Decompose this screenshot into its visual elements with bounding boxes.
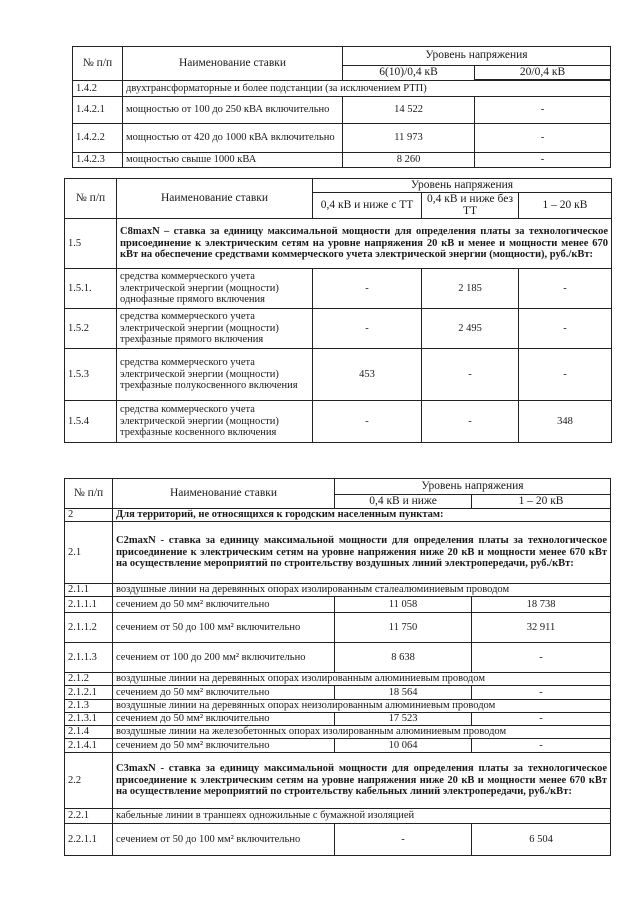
- header-voltage-level: Уровень напряжения: [313, 179, 612, 193]
- row-value-b: 32 911: [472, 613, 611, 643]
- row-number: 2.2.1: [65, 809, 113, 824]
- row-name: сечением от 50 до 100 мм² включительно: [113, 613, 335, 643]
- tariff-table-2: [64, 178, 612, 443]
- row-value-b: -: [472, 643, 611, 673]
- row-number: 2.2.1.1: [65, 824, 113, 856]
- row-name: C2maxN - ставка за единицу максимальной мощности для определения платы за технологическое присоединение к электрическим сетям на уровне напряжения ниже 20 кВ и мощности менее 670 кВт на осуществление мероприятий по строительству воздушных линий электропередачи, руб./кВт:: [113, 522, 611, 584]
- table-row: [65, 509, 611, 522]
- row-value-c: -: [519, 309, 612, 349]
- row-value-a: -: [313, 401, 422, 443]
- row-value-a: -: [313, 269, 422, 309]
- row-number: 2: [65, 509, 113, 522]
- header-number: № п/п: [73, 47, 123, 81]
- row-value-a: 14 522: [343, 97, 475, 124]
- row-value-b: -: [475, 97, 611, 124]
- table-row: [65, 726, 611, 739]
- row-value-a: 8 260: [343, 153, 475, 168]
- header-number: № п/п: [65, 179, 117, 219]
- row-value-a: -: [335, 824, 472, 856]
- row-name: воздушные линии на деревянных опорах изолированным алюминиевым проводом: [113, 673, 611, 686]
- tariff-table-3: [64, 478, 611, 856]
- table-row: [65, 309, 612, 349]
- row-name: воздушные линии на железобетонных опорах изолированным алюминиевым проводом: [113, 726, 611, 739]
- row-number: 2.1.1.2: [65, 613, 113, 643]
- row-value-b: -: [475, 124, 611, 153]
- row-number: 2.1.3: [65, 700, 113, 713]
- table-row: [65, 824, 611, 856]
- table-row: [65, 584, 611, 597]
- row-value-b: 18 738: [472, 597, 611, 613]
- table-row: [73, 97, 611, 124]
- row-value-b: -: [472, 739, 611, 753]
- header-col-0-4kv: 0,4 кВ и ниже: [335, 495, 472, 509]
- row-number: 1.5.1.: [65, 269, 117, 309]
- header-col-1-20kv: 1 – 20 кВ: [519, 193, 612, 219]
- table-row: [73, 153, 611, 168]
- row-value-c: 348: [519, 401, 612, 443]
- row-name: средства коммерческого учета электрической энергии (мощности) трехфазные прямого включения: [117, 309, 313, 349]
- table-row: [65, 753, 611, 809]
- row-number: 2.1.1.3: [65, 643, 113, 673]
- header-col-1-20kv: 1 – 20 кВ: [472, 495, 611, 509]
- row-number: 1.5: [65, 219, 117, 269]
- row-number: 1.4.2.1: [73, 97, 123, 124]
- table-row: [65, 269, 612, 309]
- table-row: [73, 124, 611, 153]
- row-name: C8maxN – ставка за единицу максимальной мощности для определения платы за технологическое присоединение к электрическим сетям на уровне напряжения 20 кВ и менее и мощности менее 670 кВт на обеспечение средствами коммерческого учета электрической энергии (мощности), руб./кВт:: [117, 219, 612, 269]
- row-value-a: 8 638: [335, 643, 472, 673]
- row-name: Для территорий, не относящихся к городским населенным пунктам:: [113, 509, 611, 522]
- header-voltage-level: Уровень напряжения: [343, 47, 611, 66]
- header-col-0-4kv-with-tt: 0,4 кВ и ниже с ТТ: [313, 193, 422, 219]
- tariff-table-1: [72, 46, 611, 168]
- row-number: 2.1.3.1: [65, 713, 113, 726]
- header-voltage-level: Уровень напряжения: [335, 479, 611, 495]
- row-number: 2.2: [65, 753, 113, 809]
- row-name: двухтрансформаторные и более подстанции (за исключением РТП): [123, 81, 611, 97]
- row-value-a: 10 064: [335, 739, 472, 753]
- row-name: C3maxN - ставка за единицу максимальной мощности для определения платы за технологическое присоединение к электрическим сетям на уровне напряжения ниже 20 кВ и мощности менее 670 кВт на осуществление мероприятий по строительству кабельных линий электропередачи, руб./кВт:: [113, 753, 611, 809]
- table-row: [65, 597, 611, 613]
- table-row: [65, 739, 611, 753]
- header-rate-name: Наименование ставки: [113, 479, 335, 509]
- header-rate-name: Наименование ставки: [117, 179, 313, 219]
- row-number: 2.1.2.1: [65, 686, 113, 700]
- row-name: средства коммерческого учета электрической энергии (мощности) однофазные прямого включения: [117, 269, 313, 309]
- header-rate-name: Наименование ставки: [123, 47, 343, 81]
- row-name: кабельные линии в траншеях одножильные с бумажной изоляцией: [113, 809, 611, 824]
- row-name: сечением до 50 мм² включительно: [113, 713, 335, 726]
- table-row: [65, 522, 611, 584]
- row-value-b: 2 495: [422, 309, 519, 349]
- row-value-b: -: [422, 349, 519, 401]
- row-number: 2.1.1.1: [65, 597, 113, 613]
- row-name: мощностью от 100 до 250 кВА включительно: [123, 97, 343, 124]
- row-value-b: -: [472, 686, 611, 700]
- row-number: 1.4.2.3: [73, 153, 123, 168]
- row-value-c: -: [519, 349, 612, 401]
- table-row: [65, 643, 611, 673]
- row-number: 1.4.2.2: [73, 124, 123, 153]
- row-value-a: 11 973: [343, 124, 475, 153]
- row-name: сечением до 50 мм² включительно: [113, 597, 335, 613]
- row-name: сечением от 100 до 200 мм² включительно: [113, 643, 335, 673]
- row-name: сечением от 50 до 100 мм² включительно: [113, 824, 335, 856]
- row-name: сечением до 50 мм² включительно: [113, 686, 335, 700]
- header-col-6-10kv: 6(10)/0,4 кВ: [343, 66, 475, 81]
- row-number: 1.5.4: [65, 401, 117, 443]
- table-row: [65, 686, 611, 700]
- row-number: 1.5.3: [65, 349, 117, 401]
- header-col-0-4kv-without-tt: 0,4 кВ и ниже без ТТ: [422, 193, 519, 219]
- table-row: [65, 219, 612, 269]
- row-value-a: 11 750: [335, 613, 472, 643]
- table-row: [65, 673, 611, 686]
- row-value-b: -: [475, 153, 611, 168]
- row-value-b: -: [422, 401, 519, 443]
- row-name: воздушные линии на деревянных опорах изолированным сталеалюминиевым проводом: [113, 584, 611, 597]
- row-value-a: -: [313, 309, 422, 349]
- row-value-a: 453: [313, 349, 422, 401]
- row-name: средства коммерческого учета электрической энергии (мощности) трехфазные полукосвенного включения: [117, 349, 313, 401]
- row-number: 2.1.2: [65, 673, 113, 686]
- row-name: сечением до 50 мм² включительно: [113, 739, 335, 753]
- row-value-a: 18 564: [335, 686, 472, 700]
- table-row: [65, 809, 611, 824]
- table-row: [65, 713, 611, 726]
- table-row: [65, 401, 612, 443]
- table-row: [65, 700, 611, 713]
- header-col-20kv: 20/0,4 кВ: [475, 66, 611, 80]
- table-row: [73, 81, 611, 97]
- row-value-b: 2 185: [422, 269, 519, 309]
- row-value-a: 17 523: [335, 713, 472, 726]
- row-number: 2.1.4: [65, 726, 113, 739]
- row-value-b: -: [472, 713, 611, 726]
- row-name: воздушные линии на деревянных опорах неизолированным алюминиевым проводом: [113, 700, 611, 713]
- row-number: 2.1.1: [65, 584, 113, 597]
- row-value-b: 6 504: [472, 824, 611, 856]
- row-value-a: 11 058: [335, 597, 472, 613]
- row-number: 2.1.4.1: [65, 739, 113, 753]
- row-number: 1.5.2: [65, 309, 117, 349]
- row-name: мощностью от 420 до 1000 кВА включительно: [123, 124, 343, 153]
- row-name: мощностью свыше 1000 кВА: [123, 153, 343, 168]
- row-number: 2.1: [65, 522, 113, 584]
- table-row: [65, 349, 612, 401]
- row-value-c: -: [519, 269, 612, 309]
- row-name: средства коммерческого учета электрической энергии (мощности) трехфазные косвенного включения: [117, 401, 313, 443]
- header-number: № п/п: [65, 479, 113, 509]
- table-row: [65, 613, 611, 643]
- row-number: 1.4.2: [73, 81, 123, 97]
